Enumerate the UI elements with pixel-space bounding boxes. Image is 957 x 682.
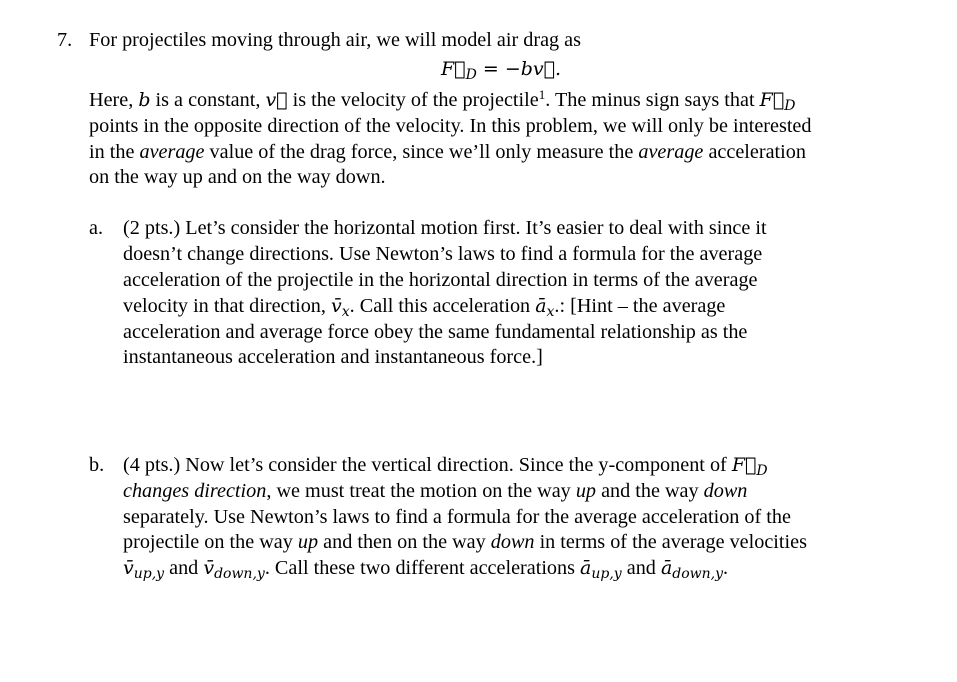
- part-a-line-4: [123, 294, 725, 322]
- part-a-line-5: acceleration and average force obey the same fundamental relationship as the: [123, 321, 748, 343]
- italic-down: down: [703, 480, 748, 502]
- math-abar-sub: down,y: [672, 566, 724, 582]
- italic-up: up: [575, 480, 597, 502]
- part-a-label: a.: [89, 217, 104, 239]
- eq-lhs-sub: D: [465, 67, 477, 83]
- part-b-line-5: [123, 556, 728, 584]
- math-vbar: v̄: [123, 557, 134, 579]
- part-b-line-3: separately. Use Newton’s laws to find a formula for the average acceleration of the: [123, 506, 791, 528]
- math-fd-sub: D: [784, 98, 796, 114]
- math-fd-sub: D: [756, 463, 768, 479]
- text-span: velocity in that direction,: [123, 295, 331, 317]
- text-span: (4 pts.) Now let’s consider the vertical direction. Since the y-component of: [123, 454, 732, 476]
- math-v: v⃗: [265, 89, 288, 111]
- math-abar-sub: x: [546, 304, 555, 320]
- text-span: , we must treat the motion on the way: [266, 480, 576, 502]
- drag-equation: [441, 57, 561, 85]
- text-span: in terms of the average velocities: [534, 531, 807, 553]
- text-span: acceleration: [703, 141, 806, 163]
- text-span: .: [723, 557, 729, 579]
- paragraph-line-2: points in the opposite direction of the velocity. In this problem, we will only be interested: [89, 115, 812, 137]
- italic-average: average: [638, 141, 704, 163]
- text-span: value of the drag force, since we’ll only measure the: [204, 141, 639, 163]
- text-span: projectile on the way: [123, 531, 298, 553]
- question-intro: For projectiles moving through air, we will model air drag as: [89, 29, 581, 51]
- part-a-line-3: acceleration of the projectile in the horizontal direction in terms of the average: [123, 269, 758, 291]
- part-b-label: b.: [89, 454, 105, 476]
- italic-changes-direction: changes direction: [123, 480, 267, 502]
- footnote-marker: 1: [538, 87, 546, 102]
- math-vbar: v̄: [331, 295, 342, 317]
- eq-rhs: = −bv⃗.: [476, 58, 562, 80]
- part-b-line-1: [123, 453, 768, 481]
- paragraph-line-3: [89, 140, 806, 166]
- math-vbar-sub: down,y: [214, 566, 265, 582]
- part-a-line-2: doesn’t change directions. Use Newton’s laws to find a formula for the average: [123, 243, 763, 265]
- math-fd: F⃗: [731, 454, 757, 476]
- text-span: . The minus sign says that: [545, 89, 760, 111]
- italic-up: up: [297, 531, 319, 553]
- math-fd: F⃗: [759, 89, 785, 111]
- part-b-line-2: [123, 479, 747, 505]
- text-span: in the: [89, 141, 140, 163]
- text-span: . Call these two different accelerations: [264, 557, 581, 579]
- text-span: and: [621, 557, 661, 579]
- math-abar: ā: [580, 557, 592, 579]
- text-span: .: [Hint – the average: [554, 295, 726, 317]
- text-span: and: [164, 557, 204, 579]
- part-a-line-6: instantaneous acceleration and instantaneous force.]: [123, 346, 543, 368]
- text-span: and the way: [596, 480, 704, 502]
- italic-average: average: [139, 141, 205, 163]
- math-vbar-sub: up,y: [133, 566, 165, 582]
- paragraph-line-1: [89, 88, 795, 116]
- eq-lhs: F⃗: [441, 58, 466, 80]
- math-b: b: [138, 89, 151, 111]
- text-span: and then on the way: [318, 531, 491, 553]
- paragraph-line-4: on the way up and on the way down.: [89, 166, 386, 188]
- italic-down: down: [490, 531, 535, 553]
- text-span: is a constant,: [150, 89, 266, 111]
- math-abar-sub: up,y: [591, 566, 622, 582]
- text-span: Here,: [89, 89, 139, 111]
- question-number: 7.: [57, 29, 73, 51]
- part-b-line-4: [123, 530, 807, 556]
- math-abar: ā: [660, 557, 673, 579]
- part-a-line-1: (2 pts.) Let’s consider the horizontal motion first. It’s easier to deal with since it: [123, 217, 767, 239]
- text-span: . Call this acceleration: [349, 295, 536, 317]
- math-abar: ā: [535, 295, 547, 317]
- math-vbar-sub: x: [341, 304, 350, 320]
- math-vbar: v̄: [203, 557, 215, 579]
- text-span: is the velocity of the projectile: [287, 89, 539, 111]
